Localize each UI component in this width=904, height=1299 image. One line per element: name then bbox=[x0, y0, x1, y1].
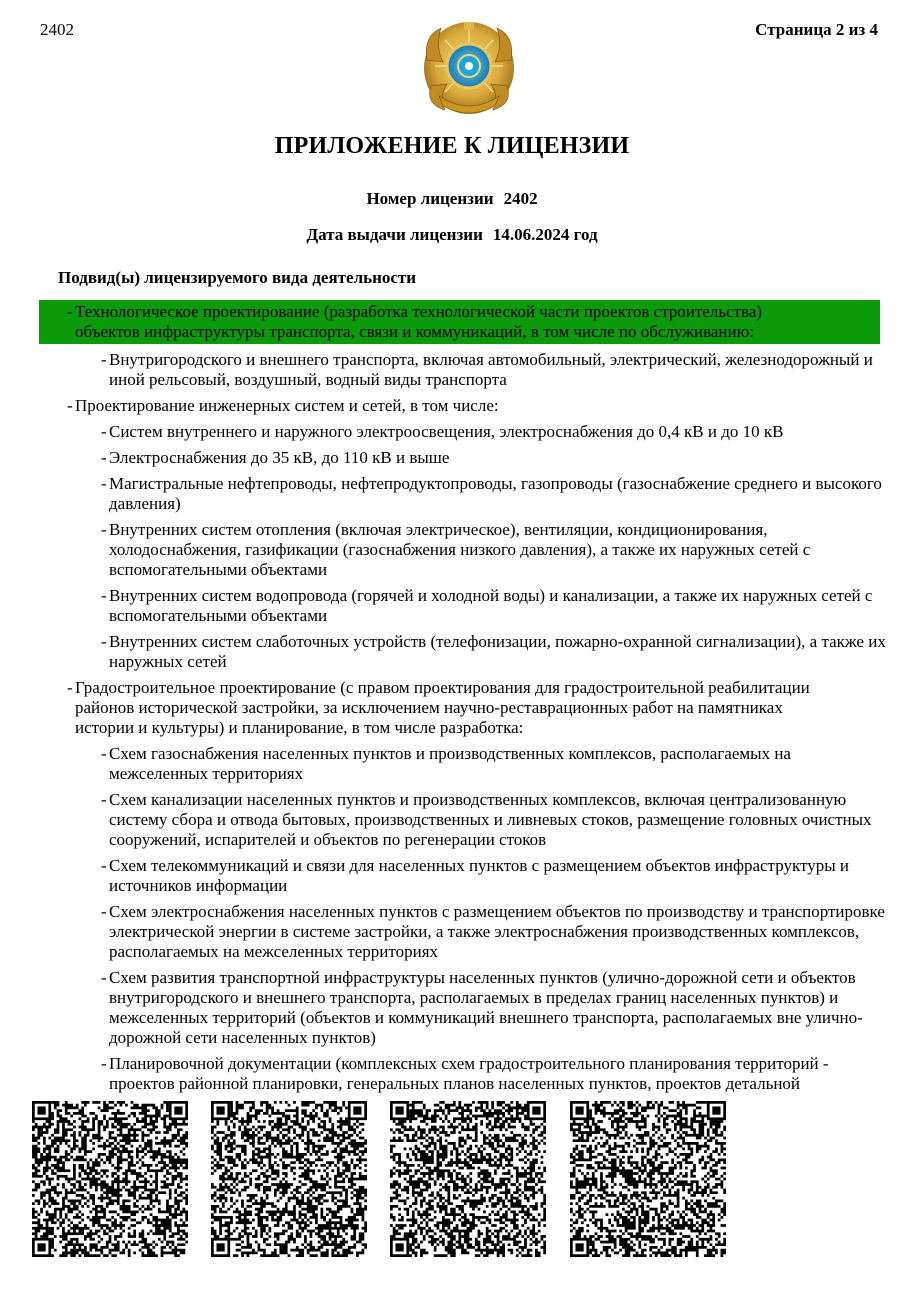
license-number-value: 2402 bbox=[503, 189, 538, 208]
activity-subitem bbox=[0, 902, 904, 962]
bullet-dash: - bbox=[101, 422, 107, 441]
bullet-dash: - bbox=[101, 902, 107, 921]
bullet-dash: - bbox=[101, 350, 107, 369]
page-title: ПРИЛОЖЕНИЕ К ЛИЦЕНЗИИ bbox=[274, 133, 630, 159]
activity-item bbox=[0, 396, 904, 416]
activity-subitem bbox=[0, 790, 904, 850]
item-text: Внутренних систем отопления (включая электрическое), вентиляции, кондиционирования, холодоснабжения, газификации (газоснабжения низкого давления), а также их наружных сетей с вспомогательными объектами bbox=[109, 520, 811, 579]
license-date-label: Дата выдачи лицензии bbox=[306, 225, 483, 244]
activity-subitem bbox=[0, 968, 904, 1048]
activity-subitem bbox=[0, 856, 904, 896]
license-number-label: Номер лицензии bbox=[366, 189, 494, 208]
item-text: Электроснабжения до 35 кВ, до 110 кВ и выше bbox=[109, 448, 450, 467]
bullet-dash: - bbox=[101, 744, 107, 763]
document-number: 2402 bbox=[40, 20, 74, 39]
item-text: Схем электроснабжения населенных пунктов с размещением объектов по производству и транспортировке электрической энергии в системе застройки, а также электроснабжения производственных комплексов, располагаемых на межселенных территориях bbox=[109, 902, 885, 961]
bullet-dash: - bbox=[67, 396, 73, 415]
bullet-dash: - bbox=[101, 968, 107, 987]
item-text: Внутригородского и внешнего транспорта, включая автомобильный, электрический, железнодорожный и иной рельсовый, воздушный, водный виды транспорта bbox=[109, 350, 873, 389]
bullet-dash: - bbox=[101, 790, 107, 809]
item-text: Технологическое проектирование (разработка технологической части проектов строительства) объектов инфраструктуры транспорта, связи и коммуникаций, в том числе по обслуживанию: bbox=[75, 302, 763, 341]
activity-subitem bbox=[0, 744, 904, 784]
qr-code-2 bbox=[211, 1101, 367, 1257]
activity-list bbox=[0, 300, 904, 1100]
activity-subitem bbox=[0, 586, 904, 626]
item-text: Внутренних систем слаботочных устройств (телефонизации, пожарно-охранной сигнализации), а также их наружных сетей bbox=[109, 632, 886, 671]
qr-code-3 bbox=[390, 1101, 546, 1257]
item-text: Магистральные нефтепроводы, нефтепродуктопроводы, газопроводы (газоснабжение среднего и высокого давления) bbox=[109, 474, 882, 513]
activity-item bbox=[0, 678, 904, 738]
activity-subitem bbox=[0, 520, 904, 580]
qr-code-4 bbox=[570, 1101, 726, 1257]
item-text: Проектирование инженерных систем и сетей, в том числе: bbox=[75, 396, 499, 415]
bullet-dash: - bbox=[67, 302, 73, 321]
bullet-dash: - bbox=[101, 632, 107, 651]
item-text: Схем развития транспортной инфраструктуры населенных пунктов (улично-дорожной сети и объектов внутригородского и внешнего транспорта, располагаемых в пределах границ населенных пунктов) и межселенных территорий (объектов и коммуникаций внешнего транспорта, располагаемых вне улично-дорожной сети населенных пунктов) bbox=[109, 968, 863, 1047]
bullet-dash: - bbox=[101, 520, 107, 539]
license-number-line bbox=[0, 189, 904, 209]
bullet-dash: - bbox=[67, 678, 73, 697]
activity-subitem bbox=[0, 632, 904, 672]
activity-subitem bbox=[0, 350, 904, 390]
item-text: Планировочной документации (комплексных схем градостроительного планирования территорий - проектов районной планировки, генеральных планов населенных пунктов, проектов детальной bbox=[109, 1054, 829, 1093]
bullet-dash: - bbox=[101, 448, 107, 467]
item-text: Схем канализации населенных пунктов и производственных комплексов, включая централизованную систему сбора и отвода бытовых, производственных и ливневых стоков, размещение головных очистных сооружений, испарителей и объектов по регенерации стоков bbox=[109, 790, 872, 849]
bullet-dash: - bbox=[101, 856, 107, 875]
license-date-line bbox=[0, 225, 904, 245]
item-text: Внутренних систем водопровода (горячей и холодной воды) и канализации, а также их наружных сетей с вспомогательными объектами bbox=[109, 586, 873, 625]
activity-item bbox=[39, 300, 880, 344]
activity-subitem bbox=[0, 1054, 904, 1094]
activity-subitem bbox=[0, 448, 904, 468]
item-text: Градостроительное проектирование (с правом проектирования для градостроительной реабилитации районов исторической застройки, за исключением научно-реставрационных работ на памятниках истории и культуры) и планирование, в том числе разработка: bbox=[75, 678, 810, 737]
item-text: Систем внутреннего и наружного электроосвещения, электроснабжения до 0,4 кВ и до 10 кВ bbox=[109, 422, 784, 441]
license-date-value: 14.06.2024 год bbox=[492, 225, 598, 244]
bullet-dash: - bbox=[101, 474, 107, 493]
state-emblem-icon bbox=[421, 16, 517, 116]
qr-code-1 bbox=[32, 1101, 188, 1257]
bullet-dash: - bbox=[101, 1054, 107, 1073]
bullet-dash: - bbox=[101, 586, 107, 605]
item-text: Схем газоснабжения населенных пунктов и производственных комплексов, располагаемых на межселенных территориях bbox=[109, 744, 791, 783]
activity-subitem bbox=[0, 422, 904, 442]
activity-subitem bbox=[0, 474, 904, 514]
section-title: Подвид(ы) лицензируемого вида деятельности bbox=[58, 268, 417, 287]
page-counter: Страница 2 из 4 bbox=[755, 20, 878, 39]
item-text: Схем телекоммуникаций и связи для населенных пунктов с размещением объектов инфраструктуры и источников информации bbox=[109, 856, 849, 895]
